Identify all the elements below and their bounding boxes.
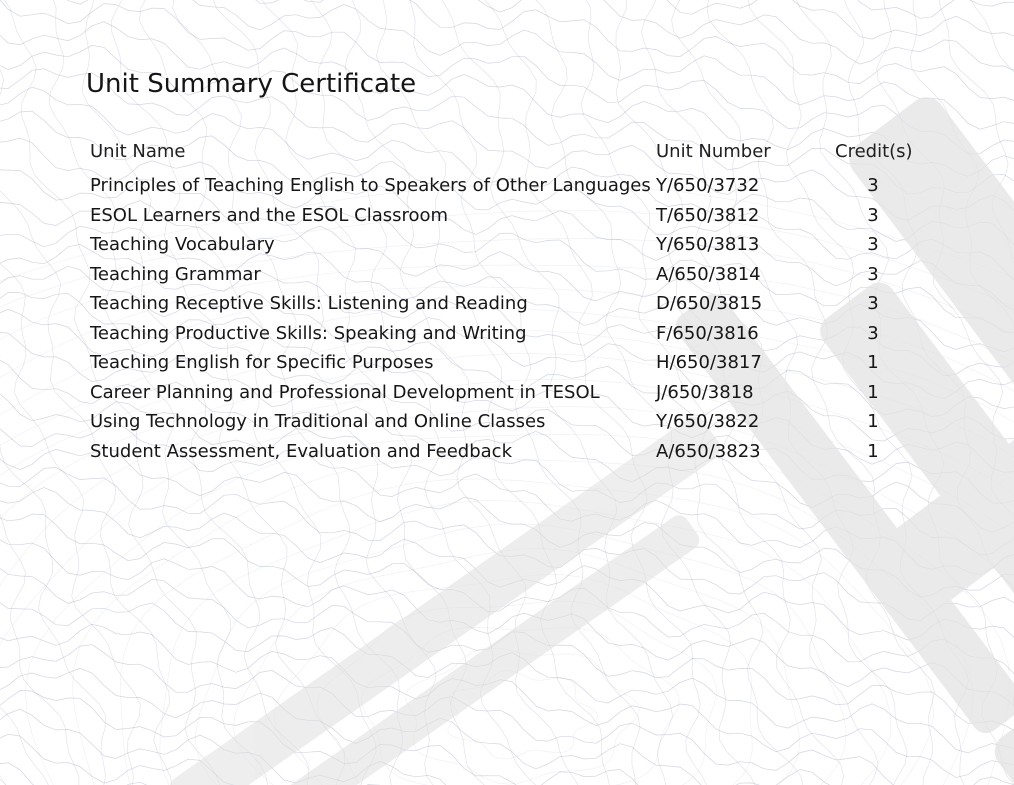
unit-name-cell: Teaching Receptive Skills: Listening and Reading — [90, 293, 528, 314]
unit-name-cell: Using Technology in Traditional and Online Classes — [90, 411, 546, 432]
credits-cell: 1 — [867, 411, 879, 432]
unit-number-cell: F/650/3816 — [656, 322, 759, 344]
credits-cell: 1 — [867, 381, 879, 403]
unit-number-cell: D/650/3815 — [656, 293, 763, 314]
table-row — [0, 349, 1014, 377]
unit-number-cell: T/650/3812 — [656, 204, 760, 226]
credits-cell: 3 — [867, 204, 879, 226]
table-row — [0, 261, 1014, 289]
unit-name-cell: Career Planning and Professional Development in TESOL — [90, 381, 600, 403]
table-header — [0, 138, 1014, 166]
table-row — [0, 408, 1014, 436]
credits-cell: 3 — [867, 293, 879, 314]
unit-name-header: Unit Name — [90, 141, 186, 162]
unit-number-cell: J/650/3818 — [656, 381, 754, 403]
unit-name-cell: ESOL Learners and the ESOL Classroom — [90, 204, 449, 226]
unit-name-cell: Teaching English for Specific Purposes — [90, 352, 434, 373]
page-title: Unit Summary Certificate — [86, 69, 417, 99]
table-row — [0, 231, 1014, 259]
unit-number-cell: H/650/3817 — [656, 352, 762, 373]
unit-name-cell: Student Assessment, Evaluation and Feedback — [90, 440, 512, 462]
credits-cell: 1 — [867, 352, 879, 373]
table-row — [0, 379, 1014, 407]
unit-name-cell: Principles of Teaching English to Speakers of Other Languages — [90, 175, 651, 196]
unit-name-cell: Teaching Productive Skills: Speaking and Writing — [90, 322, 527, 344]
unit-number-cell: A/650/3814 — [656, 263, 761, 285]
unit-number-header: Unit Number — [656, 141, 771, 162]
table-row — [0, 290, 1014, 318]
unit-number-cell: Y/650/3822 — [656, 411, 760, 432]
unit-number-cell: Y/650/3813 — [656, 234, 760, 255]
unit-number-cell: Y/650/3732 — [656, 175, 760, 196]
credits-cell: 3 — [867, 322, 879, 344]
table-row — [0, 202, 1014, 230]
credits-header: Credit(s) — [835, 141, 913, 162]
table-row — [0, 320, 1014, 348]
table-row — [0, 172, 1014, 200]
unit-name-cell: Teaching Vocabulary — [90, 234, 275, 255]
credits-cell: 3 — [867, 234, 879, 255]
unit-number-cell: A/650/3823 — [656, 440, 761, 462]
unit-name-cell: Teaching Grammar — [90, 263, 261, 285]
credits-cell: 3 — [867, 175, 879, 196]
credits-cell: 1 — [867, 440, 879, 462]
credits-cell: 3 — [867, 263, 879, 285]
table-row — [0, 438, 1014, 466]
